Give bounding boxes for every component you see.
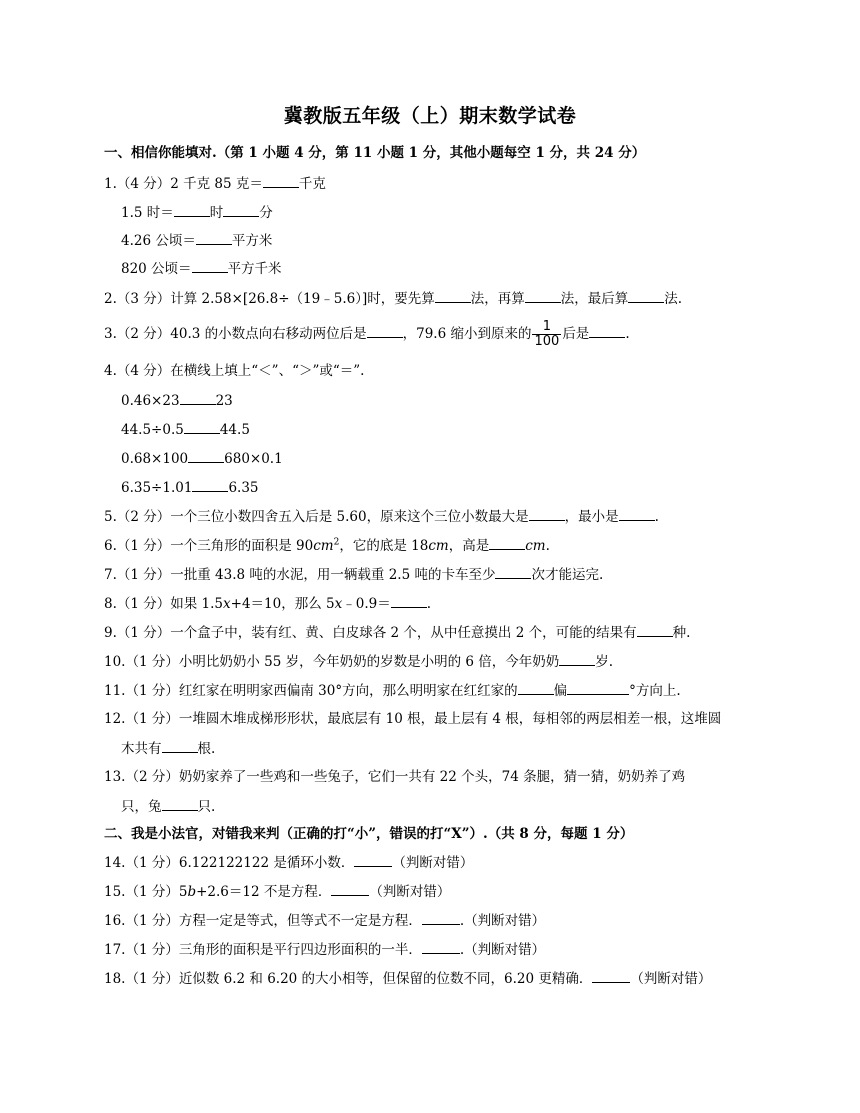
- answer-blank[interactable]: [192, 259, 228, 273]
- question-12: 12.（1 分）一堆圆木堆成梯形形状，最底层有 10 根，最上层有 4 根，每相邻的两层相差一根，这堆圆: [104, 711, 722, 727]
- answer-blank[interactable]: [637, 623, 673, 637]
- answer-blank[interactable]: [518, 681, 554, 695]
- question-13-cont: 只，兔 只.: [121, 799, 216, 815]
- question-17: 17.（1 分）三角形的面积是平行四边形面积的一半． .（判断对错）: [104, 942, 546, 958]
- question-2: 2.（3 分）计算 2.58×[26.8÷（19﹣5.6）]时，要先算 法，再算 法，最后算 法.: [104, 291, 683, 307]
- answer-blank[interactable]: [435, 289, 471, 303]
- question-13: 13.（2 分）奶奶家养了一些鸡和一些兔子，它们一共有 22 个头，74 条腿，猜一猜，奶奶养了鸡: [104, 769, 686, 785]
- answer-blank[interactable]: [422, 911, 460, 925]
- question-15: 15.（1 分）5b+2.6＝12 不是方程． （判断对错）: [104, 884, 451, 900]
- answer-blank[interactable]: [162, 797, 198, 811]
- question-18: 18.（1 分）近似数 6.2 和 6.20 的大小相等，但保留的位数不同，6.20 更精确． （判断对错）: [104, 971, 712, 987]
- question-4-part-1: 0.46×23 23: [121, 393, 233, 409]
- answer-blank[interactable]: [162, 739, 198, 753]
- answer-blank[interactable]: [619, 507, 655, 521]
- answer-blank[interactable]: [354, 853, 392, 867]
- question-4-part-2: 44.5÷0.5 44.5: [121, 422, 250, 438]
- question-1-part-4: 820 公顷＝ 平方千米: [121, 261, 282, 277]
- answer-blank[interactable]: [188, 449, 224, 463]
- answer-blank[interactable]: [196, 231, 232, 245]
- question-10: 10.（1 分）小明比奶奶小 55 岁，今年奶奶的岁数是小明的 6 倍，今年奶奶 岁.: [104, 654, 614, 670]
- question-5: 5.（2 分）一个三位小数四舍五入后是 5.60，原来这个三位小数最大是 ，最小是 .: [104, 509, 659, 525]
- question-1-part-2: 1.5 时＝ 时 分: [121, 205, 273, 221]
- question-4-part-3: 0.68×100 680×0.1: [121, 451, 283, 467]
- answer-blank[interactable]: [589, 324, 625, 338]
- answer-blank[interactable]: [567, 681, 629, 695]
- section-1-heading: 一、相信你能填对.（第 1 小题 4 分，第 11 小题 1 分，其他小题每空 1 分，共 24 分）: [104, 145, 646, 161]
- question-7: 7.（1 分）一批重 43.8 吨的水泥，用一辆载重 2.5 吨的卡车至少 次才能运完.: [104, 567, 604, 583]
- question-12-cont: 木共有 根.: [121, 741, 216, 757]
- question-4-part-4: 6.35÷1.01 6.35: [121, 480, 259, 496]
- answer-blank[interactable]: [263, 174, 299, 188]
- answer-blank[interactable]: [223, 203, 259, 217]
- answer-blank[interactable]: [367, 324, 403, 338]
- answer-blank[interactable]: [184, 420, 220, 434]
- section-2-heading: 二、我是小法官，对错我来判（正确的打“小”，错误的打“X”）.（共 8 分，每题 1 分）: [104, 826, 634, 842]
- answer-blank[interactable]: [559, 652, 595, 666]
- answer-blank[interactable]: [331, 882, 369, 896]
- question-16: 16.（1 分）方程一定是等式，但等式不一定是方程． .（判断对错）: [104, 913, 546, 929]
- fraction: $\frac{1}{100}$: [534, 319, 560, 349]
- answer-blank[interactable]: [628, 289, 664, 303]
- answer-blank[interactable]: [180, 391, 216, 405]
- question-1: 1.（4 分）2 千克 85 克＝ 千克: [104, 176, 326, 192]
- page-title: 冀教版五年级（上）期末数学试卷: [283, 105, 577, 127]
- answer-blank[interactable]: [592, 969, 630, 983]
- answer-blank[interactable]: [525, 289, 561, 303]
- question-6: 6.（1 分）一个三角形的面积是 $90cm^2$，它的底是 18cm，高是 cm.: [104, 537, 550, 554]
- question-11: 11.（1 分）红红家在明明家西偏南 30°方向，那么明明家在红红家的 偏 °方向上.: [104, 683, 681, 699]
- question-8: 8.（1 分）如果 1.5x+4＝10，那么 5x﹣0.9＝ .: [104, 596, 432, 612]
- answer-blank[interactable]: [174, 203, 210, 217]
- answer-blank[interactable]: [422, 940, 460, 954]
- answer-blank[interactable]: [391, 594, 427, 608]
- answer-blank[interactable]: [192, 478, 228, 492]
- question-3: 3.（2 分）40.3 的小数点向右移动两位后是 ，79.6 缩小到原来的 $\frac{1}{100}$ 后是 .: [104, 319, 630, 349]
- question-4: 4.（4 分）在横线上填上“＜”、“＞”或“＝”.: [104, 363, 365, 379]
- question-14: 14.（1 分）6.122122122 是循环小数． （判断对错）: [104, 855, 474, 871]
- answer-blank[interactable]: [489, 536, 525, 550]
- question-9: 9.（1 分）一个盒子中，装有红、黄、白皮球各 2 个，从中任意摸出 2 个，可能的结果有 种.: [104, 625, 691, 641]
- answer-blank[interactable]: [495, 565, 531, 579]
- answer-blank[interactable]: [529, 507, 565, 521]
- question-1-part-3: 4.26 公顷＝ 平方米: [121, 233, 273, 249]
